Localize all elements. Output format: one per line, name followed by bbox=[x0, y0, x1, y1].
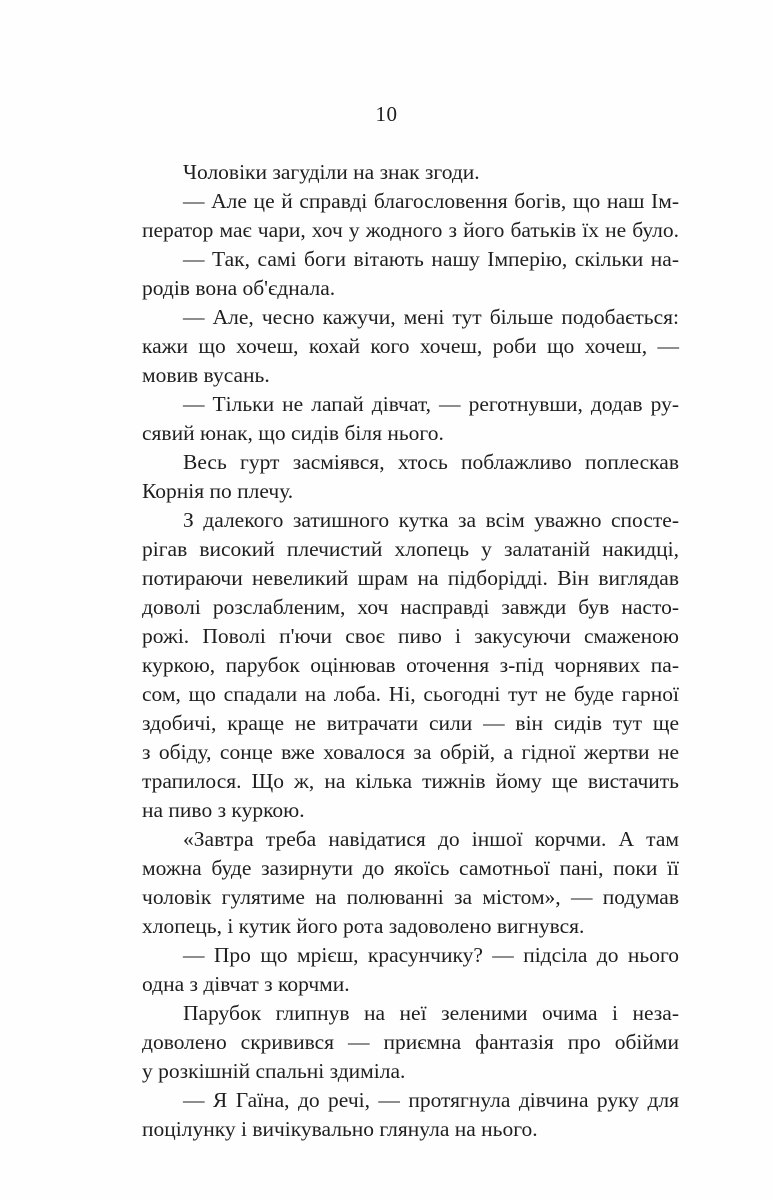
text-line: родів вона об'єднала. bbox=[142, 276, 336, 300]
text-line: рігав високий плечистий хлопець у залатаній накидці, bbox=[142, 537, 679, 561]
text-line: можна буде зазирнути до якоїсь самотньої пані, поки її bbox=[142, 856, 679, 880]
text-line: трапилося. Що ж, на кілька тижнів йому ще вистачить bbox=[142, 769, 679, 793]
text-line: Корнія по плечу. bbox=[142, 479, 294, 503]
text-line: у розкішній спальні здиміла. bbox=[142, 1059, 406, 1083]
text-line: доволі розслабленим, хоч насправді завжди був насто- bbox=[142, 595, 679, 619]
text-line: з обіду, сонце вже ховалося за обрій, а гідної жертви не bbox=[142, 740, 679, 764]
text-line: Парубок глипнув на неї зеленими очима і неза- bbox=[183, 1001, 679, 1025]
text-line: поцілунку і вичікувально глянула на нього. bbox=[142, 1117, 538, 1141]
text-line: потираючи невеликий шрам на підборідді. Він виглядав bbox=[142, 566, 679, 590]
text-line: — Тільки не лапай дівчат, — реготнувши, додав ру- bbox=[183, 392, 679, 416]
text-line: кажи що хочеш, кохай кого хочеш, роби що хочеш, — bbox=[142, 334, 679, 358]
text-line: Весь гурт засміявся, хтось поблажливо поплескав bbox=[183, 450, 679, 474]
text-line: одна з дівчат з корчми. bbox=[142, 972, 350, 996]
text-line: куркою, парубок оцінював оточення з-під чорнявих па- bbox=[142, 653, 679, 677]
text-line: здобичі, краще не витрачати сили — він сидів тут ще bbox=[142, 711, 679, 735]
text-line: мовив вусань. bbox=[142, 363, 270, 387]
text-line: рожі. Поволі п'ючи своє пиво і закусуючи смаженою bbox=[142, 624, 679, 648]
text-line: — Так, самі боги вітають нашу Імперію, скільки на- bbox=[183, 247, 679, 271]
text-line: доволено скривився — приємна фантазія про обійми bbox=[142, 1030, 679, 1054]
page-number: 10 bbox=[375, 102, 398, 126]
text-line: сявий юнак, що сидів біля нього. bbox=[142, 421, 444, 445]
text-line: на пиво з куркою. bbox=[142, 798, 305, 822]
text-line: — Про що мрієш, красунчику? — підсіла до нього bbox=[183, 943, 679, 967]
text-line: сом, що спадали на лоба. Ні, сьогодні тут не буде гарної bbox=[142, 682, 679, 706]
text-line: — Але це й справді благословення богів, що наш Ім- bbox=[183, 189, 679, 213]
text-line: — Але, чесно кажучи, мені тут більше подобається: bbox=[183, 305, 679, 329]
text-line: ператор має чари, хоч у жодного з його батьків їх не було. bbox=[142, 218, 679, 242]
text-line: «Завтра треба навідатися до іншої корчми. А там bbox=[183, 827, 679, 851]
text-line: — Я Гаїна, до речі, — протягнула дівчина руку для bbox=[183, 1088, 679, 1112]
text-line: хлопець, і кутик його рота задоволено вигнувся. bbox=[142, 914, 585, 938]
text-line: чоловік гулятиме на полюванні за містом», — подумав bbox=[142, 885, 679, 909]
text-line: Чоловіки загуділи на знак згоди. bbox=[183, 160, 480, 184]
text-line: З далекого затишного кутка за всім уважно спосте- bbox=[183, 508, 679, 532]
